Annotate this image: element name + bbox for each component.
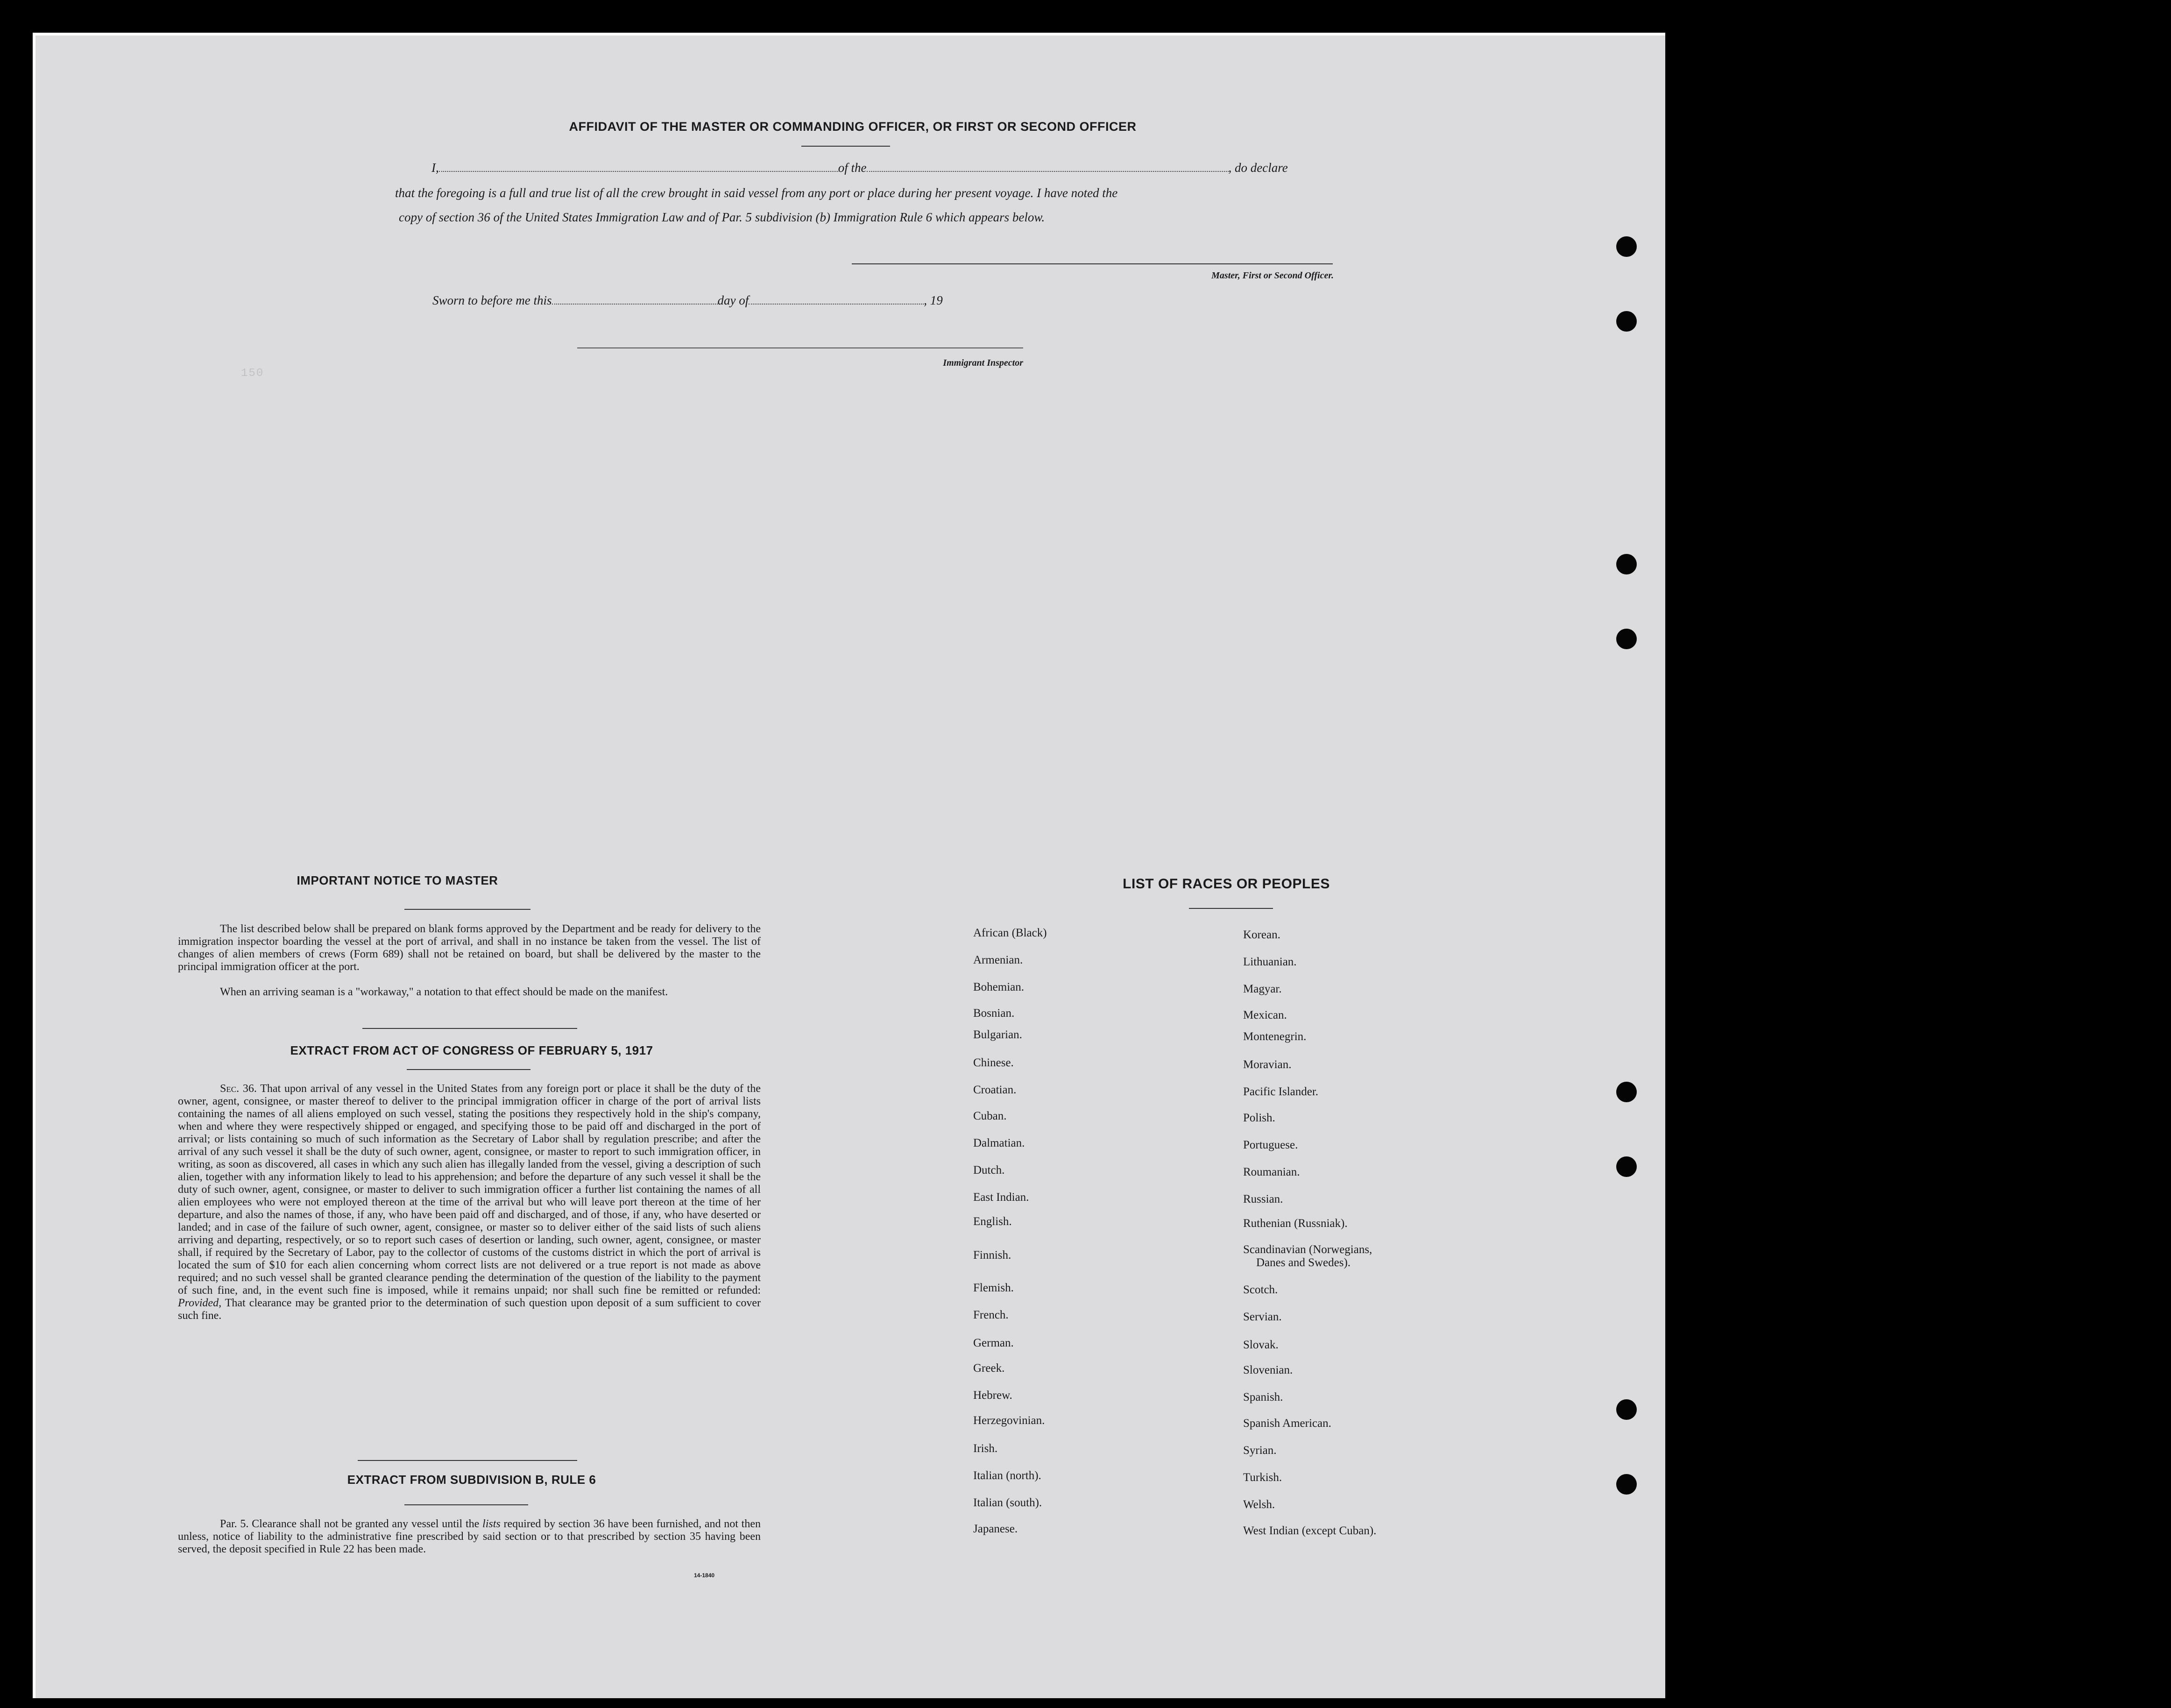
race-item: Scandinavian (Norwegians, xyxy=(1243,1243,1372,1256)
act-body: That upon arrival of any vessel in the United States from any foreign port or place it shall be the duty of the owner, agent, consignee, or master thereof to deliver to the principal immigration officer in charge of the port of arrival lists containing the names of all aliens employed on such vessel, stating the positions they respectively hold in the ship's company, when and where they were respectively shipped or engaged, and specifying those to be paid off and discharged in the port of arrival; or lists containing so much of such information as the Secretary of Labor shall by regulation prescribe; and after the arrival of any such vessel it shall be the duty of such owner, agent, consignee, or master to report to such immigration officer, in writing, as soon as discovered, all cases in which any such alien has illegally landed from the vessel, giving a description of such alien, together with any information likely to lead to his apprehension; and before the departure of any such vessel it shall be the duty of such owner, agent, consignee, or master to deliver to such immigration officer a further list containing the names of all alien employees who were not employed thereon at the time of the arrival but who will leave port thereon at the time of her departure, and also the names of those, if any, who have been paid off and discharged, and of those, if any, who have deserted or landed; and in case of the failure of such owner, agent, consignee, or master so to deliver either of the said lists of such aliens arriving and departing, respectively, or so to report such cases of desertion or landing, such owner, agent, consignee, or master shall, if required by the Secretary of Labor, pay to the collector of customs of the customs district in which the port of arrival is located the sum of $10 for each alien concerning whom correct lists are not delivered or a true report is not made as above required; and no such vessel shall be granted clearance pending the determination of the question of the liability to the payment of such fine, and, in the event such fine is imposed, while it remains unpaid; nor shall such fine be remitted or refunded: xyxy=(178,1083,761,1297)
race-item: Bulgarian. xyxy=(973,1028,1022,1041)
punch-hole xyxy=(1616,1082,1637,1102)
race-item: Montenegrin. xyxy=(1243,1030,1307,1043)
punch-hole xyxy=(1616,236,1637,257)
rule-extract-text xyxy=(178,1518,761,1556)
races-title-rule xyxy=(1189,908,1273,909)
act-extract-title-rule xyxy=(407,1069,530,1070)
race-item: Armenian. xyxy=(973,954,1023,966)
race-item: English. xyxy=(973,1215,1012,1228)
section-divider xyxy=(362,1028,577,1029)
race-item: Italian (south). xyxy=(973,1496,1042,1509)
punch-hole xyxy=(1616,1399,1637,1420)
race-item: Pacific Islander. xyxy=(1243,1085,1319,1098)
section-divider-2 xyxy=(358,1460,577,1461)
race-item: Dalmatian. xyxy=(973,1137,1025,1149)
race-item: Bohemian. xyxy=(973,981,1025,993)
race-item: French. xyxy=(973,1309,1009,1321)
race-item: Bosnian. xyxy=(973,1007,1015,1020)
race-item: Polish. xyxy=(1243,1112,1275,1124)
day-of-label: day of xyxy=(717,293,749,307)
race-item: Hebrew. xyxy=(973,1389,1012,1402)
affidavit-i-label: I, xyxy=(431,161,439,175)
race-item: Finnish. xyxy=(973,1249,1011,1262)
notice-paragraph-2: When an arriving seaman is a "workaway," a notation to that effect should be made on the manifest. xyxy=(220,986,668,998)
bleed-through: 150 xyxy=(241,367,2171,380)
race-item: Servian. xyxy=(1243,1311,1282,1323)
rule-text-a: Par. 5. Clearance shall not be granted any vessel until the xyxy=(220,1518,480,1530)
race-item: East Indian. xyxy=(973,1191,1029,1204)
affidavit-declare-label: , do declare xyxy=(1228,161,1288,175)
punch-hole xyxy=(1616,554,1637,574)
affidavit-line1 xyxy=(431,161,1333,175)
race-item: Greek. xyxy=(973,1362,1005,1375)
race-item-continued: Danes and Swedes). xyxy=(1256,1256,1351,1269)
race-item: Welsh. xyxy=(1243,1498,1275,1511)
rule-extract-title: EXTRACT FROM SUBDIVISION B, RULE 6 xyxy=(347,1473,596,1487)
race-item: Korean. xyxy=(1243,928,1280,941)
race-item: Roumanian. xyxy=(1243,1166,1300,1178)
race-item: Japanese. xyxy=(973,1523,1018,1535)
affidavit-title-rule xyxy=(801,146,890,147)
race-item: Turkish. xyxy=(1243,1471,1282,1484)
form-number: 14-1840 xyxy=(694,1572,715,1579)
notice-title-rule xyxy=(404,909,530,910)
master-signature-label: Master, First or Second Officer. xyxy=(1211,270,1334,281)
race-item: Cuban. xyxy=(973,1110,1007,1122)
punch-hole xyxy=(1616,1156,1637,1177)
race-item: Spanish. xyxy=(1243,1391,1283,1403)
race-item: Lithuanian. xyxy=(1243,956,1297,968)
race-item: Syrian. xyxy=(1243,1444,1277,1457)
year-label: , 19 xyxy=(924,293,943,307)
affiant-name-field[interactable] xyxy=(439,171,838,172)
affidavit-line3: copy of section 36 of the United States Immigration Law and of Par. 5 subdivision (b) Immigration Rule 6 which appears below. xyxy=(399,210,1045,224)
affidavit-title: AFFIDAVIT OF THE MASTER OR COMMANDING OFFICER, OR FIRST OR SECOND OFFICER xyxy=(569,120,1137,134)
sworn-day-field[interactable] xyxy=(552,304,718,305)
inspector-signature-line[interactable] xyxy=(577,347,1023,348)
sec-label: Sec. 36. xyxy=(220,1083,257,1095)
race-item: Italian (north). xyxy=(973,1469,1041,1482)
affidavit-of-the-label: of the xyxy=(838,161,867,175)
provided-word: Provided, xyxy=(178,1297,222,1309)
race-item: Slovak. xyxy=(1243,1339,1279,1351)
race-item: Irish. xyxy=(973,1442,998,1455)
affidavit-line2: that the foregoing is a full and true list of all the crew brought in said vessel from any port or place during her present voyage. I have noted the xyxy=(395,186,1118,200)
races-title: LIST OF RACES OR PEOPLES xyxy=(1123,876,1330,892)
race-item: West Indian (except Cuban). xyxy=(1243,1524,1377,1537)
race-item: Slovenian. xyxy=(1243,1364,1293,1376)
punch-hole xyxy=(1616,629,1637,649)
act-extract-text xyxy=(178,1083,761,1322)
notice-title: IMPORTANT NOTICE TO MASTER xyxy=(297,873,498,887)
race-item: Chinese. xyxy=(973,1056,1014,1069)
sworn-line xyxy=(432,293,943,308)
sworn-label: Sworn to before me this xyxy=(432,293,552,307)
race-item: Spanish American. xyxy=(1243,1417,1331,1430)
race-item: Mexican. xyxy=(1243,1009,1287,1021)
race-item: Scotch. xyxy=(1243,1283,1278,1296)
rule-extract-title-rule xyxy=(404,1504,528,1505)
race-item: Portuguese. xyxy=(1243,1139,1298,1151)
act-body-end: That clearance may be granted prior to the determination of such question upon deposit of a sum sufficient to cover such fine. xyxy=(178,1297,761,1322)
race-item: Dutch. xyxy=(973,1164,1005,1176)
sworn-month-field[interactable] xyxy=(749,304,924,305)
race-item: Moravian. xyxy=(1243,1058,1292,1071)
lists-word: lists xyxy=(482,1518,501,1530)
race-item: Flemish. xyxy=(973,1282,1014,1294)
punch-hole xyxy=(1616,1474,1637,1495)
race-item: African (Black) xyxy=(973,927,1047,939)
race-item: Herzegovinian. xyxy=(973,1414,1045,1427)
race-item: Ruthenian (Russniak). xyxy=(1243,1217,1348,1230)
act-extract-title: EXTRACT FROM ACT OF CONGRESS OF FEBRUARY 5, 1917 xyxy=(290,1043,653,1057)
race-item: Croatian. xyxy=(973,1084,1017,1096)
vessel-name-field[interactable] xyxy=(867,171,1229,172)
race-item: Russian. xyxy=(1243,1193,1283,1205)
document-sheet xyxy=(33,33,2171,1698)
master-signature-line[interactable] xyxy=(852,263,1333,264)
race-item: Magyar. xyxy=(1243,983,1282,995)
rule-text-b: required by section 36 have been furnished, and not then unless, notice of liability to the administrative fine prescribed by said section or to that prescribed by section 35 having been served, the deposit specified in Rule 22 has been made. xyxy=(178,1518,761,1555)
inspector-label: Immigrant Inspector xyxy=(943,358,1023,368)
race-item: German. xyxy=(973,1337,1014,1349)
punch-hole xyxy=(1616,311,1637,332)
notice-paragraph-1: The list described below shall be prepared on blank forms approved by the Department and be ready for delivery to the immigration inspector boarding the vessel at the port of arrival, and shall in no instance be taken from the vessel. The list of changes of alien members of crews (Form 689) shall not be retained on board, but shall be delivered by the master to the principal immigration officer at the port. xyxy=(178,923,761,973)
